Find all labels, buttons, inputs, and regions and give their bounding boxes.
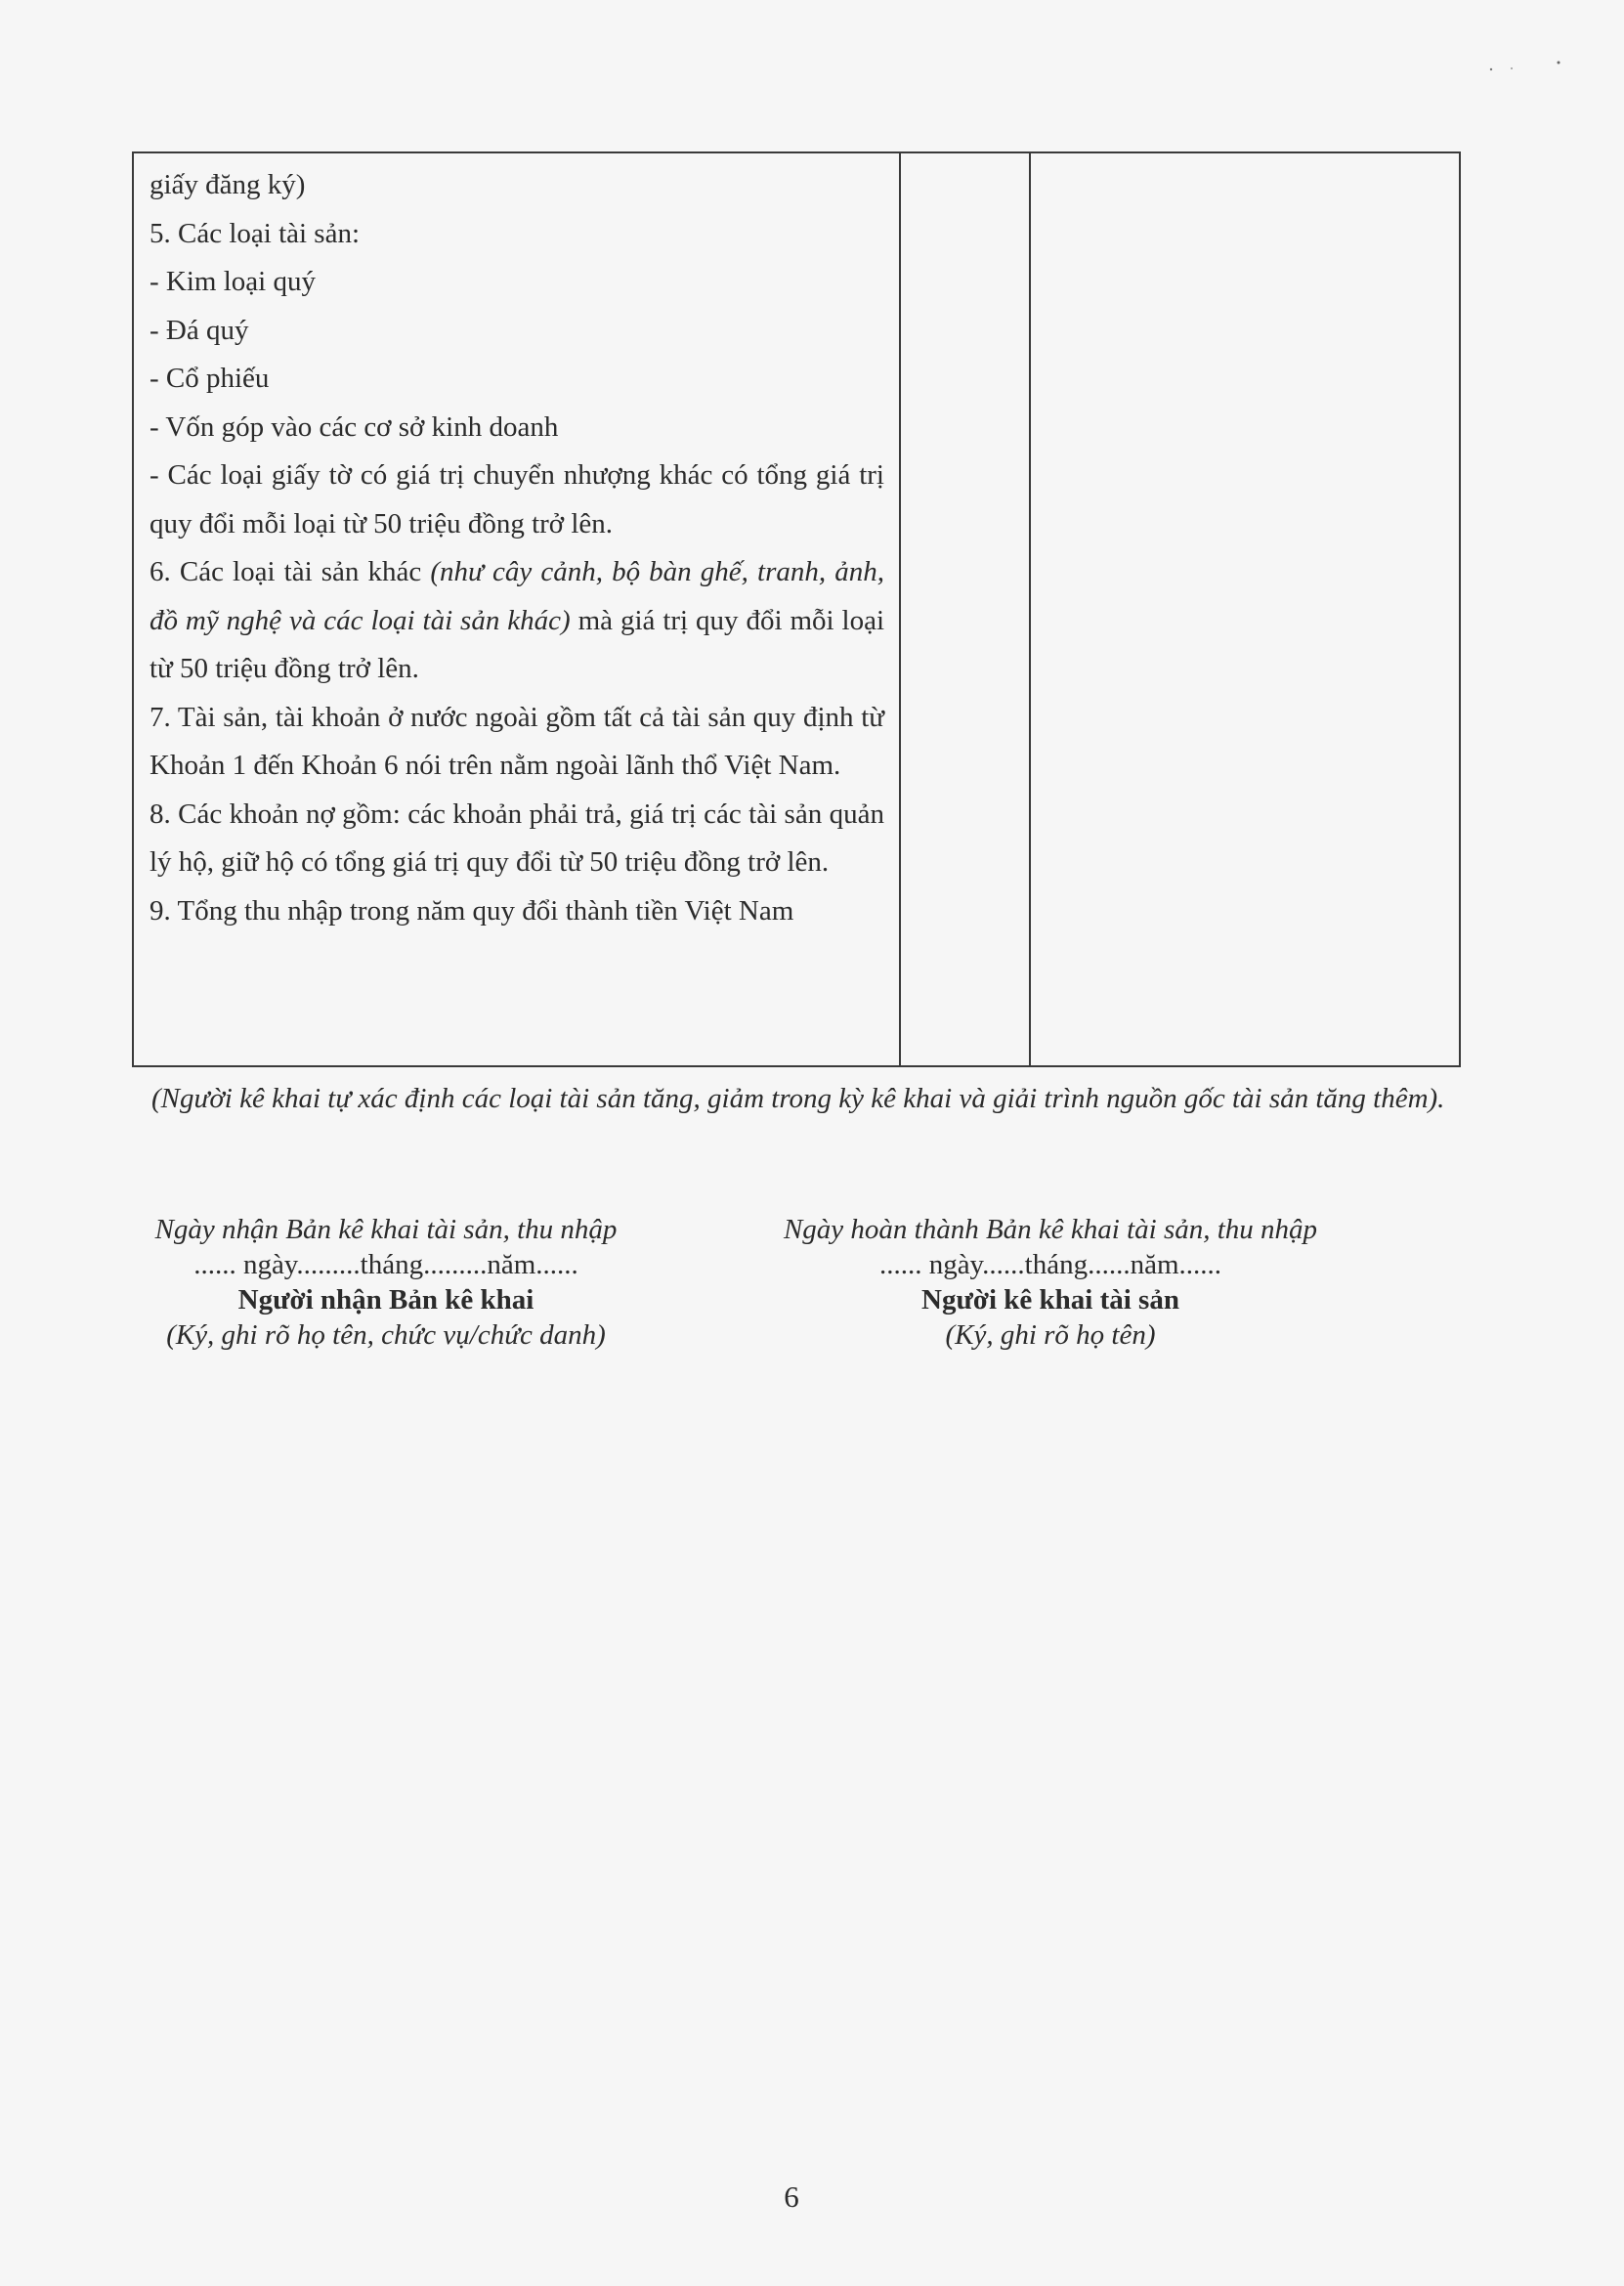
asset-item bbox=[150, 452, 884, 548]
asset-item-text: 7. Tài sản, tài khoản ở nước ngoài gồm tất cả tài sản quy định từ Khoản 1 đến Khoản 6 nói trên nằm ngoài lãnh thổ Việt Nam. bbox=[150, 701, 884, 781]
table-column-divider bbox=[1029, 153, 1031, 1065]
receiver-signature-block bbox=[107, 1212, 664, 1353]
asset-item-text: - Các loại giấy tờ có giá trị chuyển nhượng khác có tổng giá trị quy đổi mỗi loại từ 50 triệu đồng trở lên. bbox=[150, 459, 884, 539]
declarant-instruction: (Ký, ghi rõ họ tên) bbox=[945, 1319, 1156, 1351]
receiver-role: Người nhận Bản kê khai bbox=[237, 1284, 534, 1316]
asset-item bbox=[150, 161, 884, 210]
asset-item-text: 9. Tổng thu nhập trong năm quy đổi thành tiền Việt Nam bbox=[150, 894, 794, 927]
asset-item-text: - Vốn góp vào các cơ sở kinh doanh bbox=[150, 410, 559, 443]
receiver-instruction: (Ký, ghi rõ họ tên, chức vụ/chức danh) bbox=[166, 1319, 606, 1351]
asset-item bbox=[150, 887, 884, 936]
completion-date-line: ...... ngày......tháng......năm...... bbox=[878, 1249, 1222, 1280]
asset-item bbox=[150, 258, 884, 307]
asset-item-text: - Đá quý bbox=[150, 314, 249, 346]
receive-date-caption: Ngày nhận Bản kê khai tài sản, thu nhập bbox=[154, 1214, 618, 1245]
asset-item-text: giấy đăng ký) bbox=[150, 169, 306, 200]
asset-item-text: mà giá trị quy đổi mỗi loại từ 50 triệu đồng trở lên. bbox=[150, 604, 884, 684]
declaration-note bbox=[151, 1073, 1451, 1124]
asset-item-text: 8. Các khoản nợ gồm: các khoản phải trả, giá trị các tài sản quản lý hộ, giữ hộ có tổng giá trị quy đổi từ 50 triệu đồng trở lên. bbox=[150, 798, 884, 878]
asset-item-text: - Kim loại quý bbox=[150, 266, 316, 297]
page-number: 6 bbox=[784, 2179, 799, 2214]
asset-item bbox=[150, 694, 884, 791]
table-column-divider bbox=[899, 153, 901, 1065]
asset-item bbox=[150, 355, 884, 404]
asset-item bbox=[150, 791, 884, 887]
asset-item bbox=[150, 404, 884, 453]
asset-declaration-table bbox=[132, 151, 1461, 1067]
asset-item-text: 6. Các loại tài sản khác bbox=[150, 556, 431, 587]
completion-date-caption: Ngày hoàn thành Bản kê khai tài sản, thu nhập bbox=[783, 1214, 1318, 1245]
asset-item bbox=[150, 210, 884, 259]
asset-item-italic-text: (như cây cảnh, bộ bàn ghế, tranh, ảnh, đồ mỹ nghệ và các loại tài sản khác) bbox=[150, 556, 884, 636]
asset-item-text: 5. Các loại tài sản: bbox=[150, 217, 361, 249]
scan-specks bbox=[1485, 57, 1573, 76]
declarant-role: Người kê khai tài sản bbox=[921, 1284, 1179, 1316]
declarant-signature-block bbox=[762, 1212, 1339, 1353]
receive-date-line: ...... ngày.........tháng.........năm...... bbox=[193, 1249, 578, 1280]
asset-items-cell bbox=[150, 161, 884, 935]
asset-item bbox=[150, 307, 884, 356]
asset-item-text: - Cổ phiếu bbox=[150, 363, 270, 394]
note-text: (Người kê khai tự xác định các loại tài sản tăng, giảm trong kỳ kê khai và giải trình nguồn gốc tài sản tăng thêm). bbox=[151, 1083, 1445, 1114]
asset-item bbox=[150, 548, 884, 694]
